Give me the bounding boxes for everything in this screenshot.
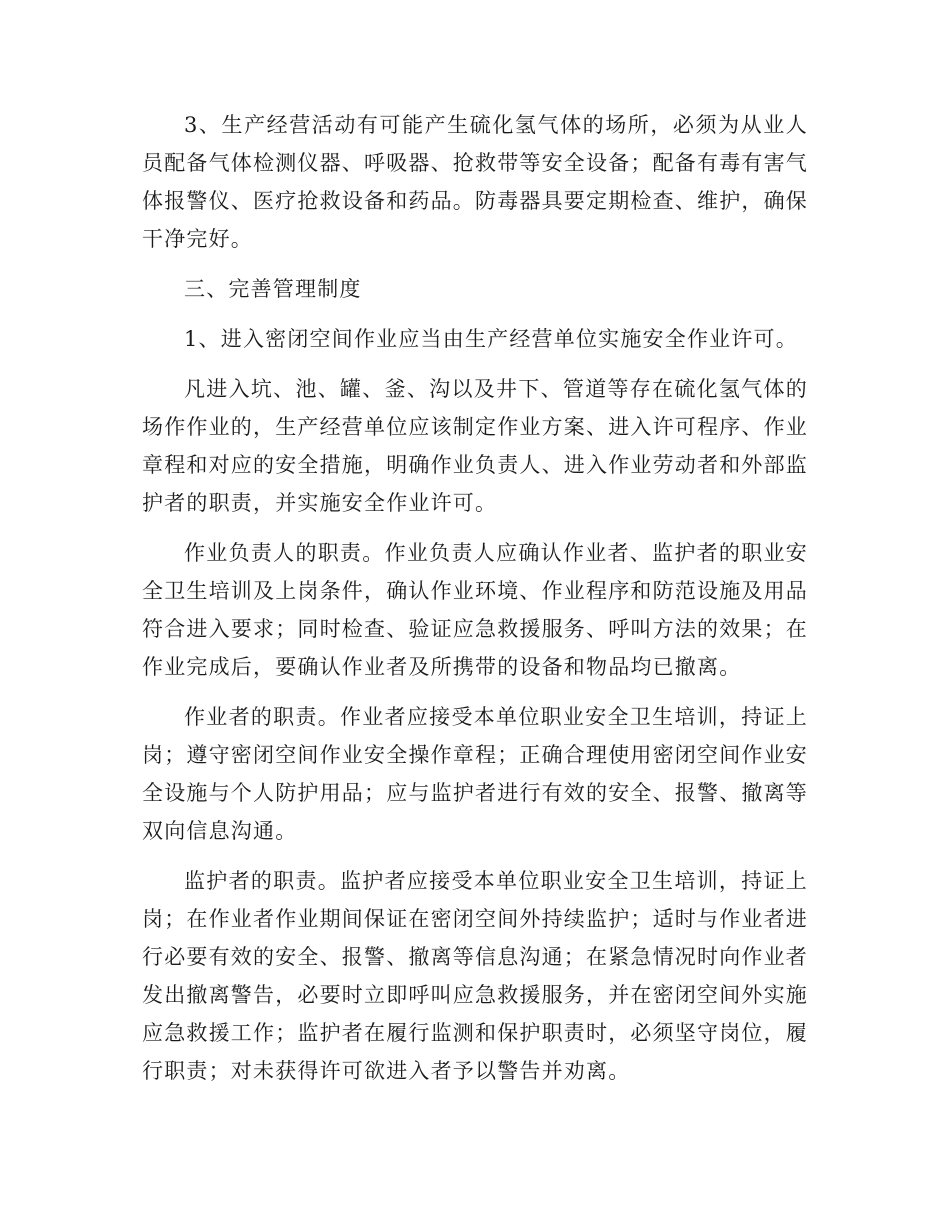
paragraph-safety-equipment: 3、生产经营活动有可能产生硫化氢气体的场所，必须为从业人员配备气体检测仪器、呼吸器、抢救带等安全设备；配备有毒有害气体报警仪、医疗抢救设备和药品。防毒器具要定期检查、维护，确保干净完好。 bbox=[142, 113, 808, 251]
document-page bbox=[142, 106, 808, 1090]
paragraph-monitor-duties: 监护者的职责。监护者应接受本单位职业安全卫生培训，持证上岗；在作业者作业期间保证在密闭空间外持续监护；适时与作业者进行必要有效的安全、报警、撤离等信息沟通；在紧急情况时向作业者发出撤离警告，必要时立即呼叫应急救援服务，并在密闭空间外实施应急救援工作；监护者在履行监测和保护职责时，必须坚守岗位，履行职责；对未获得许可欲进入者予以警告并劝离。 bbox=[142, 869, 808, 1083]
paragraph-work-permit: 1、进入密闭空间作业应当由生产经营单位实施安全作业许可。 bbox=[184, 327, 798, 351]
paragraph-confined-space-entry: 凡进入坑、池、罐、釜、沟以及井下、管道等存在硫化氢气体的场作作业的，生产经营单位应该制定作业方案、进入许可程序、作业章程和对应的安全措施，明确作业负责人、进入作业劳动者和外部监护者的职责，并实施安全作业许可。 bbox=[142, 377, 808, 515]
paragraph-worker-duties: 作业者的职责。作业者应接受本单位职业安全卫生培训，持证上岗；遵守密闭空间作业安全操作章程；正确合理使用密闭空间作业安全设施与个人防护用品；应与监护者进行有效的安全、报警、撤离等双向信息沟通。 bbox=[142, 705, 808, 843]
paragraph-supervisor-duties: 作业负责人的职责。作业负责人应确认作业者、监护者的职业安全卫生培训及上岗条件，确认作业环境、作业程序和防范设施及用品符合进入要求；同时检查、验证应急救援服务、呼叫方法的效果；在作业完成后，要确认作业者及所携带的设备和物品均已撤离。 bbox=[142, 541, 808, 679]
section-heading-management: 三、完善管理制度 bbox=[184, 277, 362, 301]
